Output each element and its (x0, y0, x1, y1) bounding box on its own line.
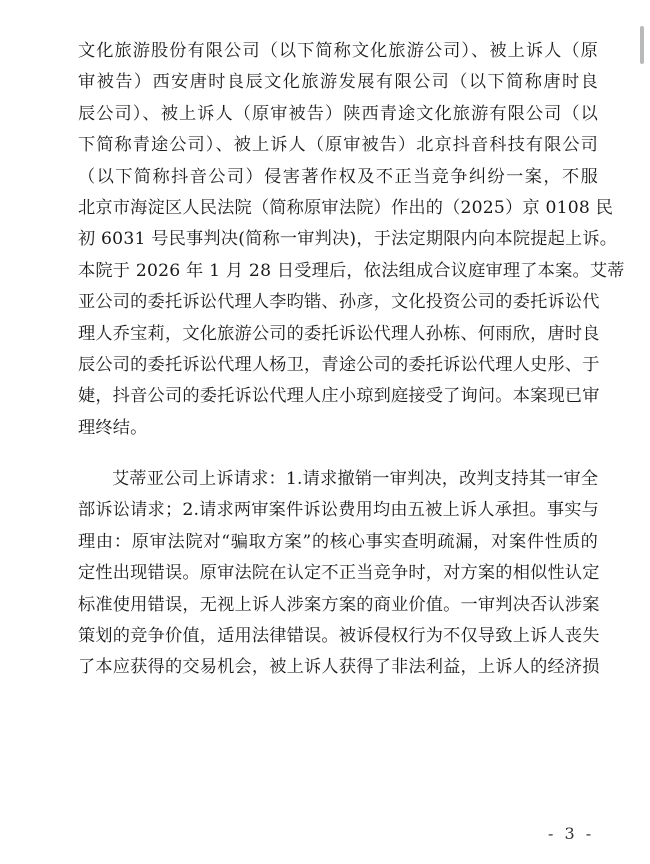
document-body (78, 36, 625, 684)
text-line: 了本应获得的交易机会，被上诉人获得了非法利益，上诉人的经济损 (78, 657, 600, 678)
text-line: 理由：原审法院对“骗取方案”的核心事实查明疏漏，对案件性质的 (78, 531, 598, 552)
paragraph-gap (78, 444, 598, 464)
page-number: - 3 - (548, 824, 595, 843)
text-line: 初 6031 号民事判决(简称一审判决)，于法定期限内向本院提起上诉。 (78, 229, 618, 250)
text-line: 艾蒂亚公司上诉请求：1.请求撤销一审判决，改判支持其一审全 (112, 469, 599, 490)
text-line: （以下简称抖音公司）侵害著作权及不正当竞争纠纷一案，不服 (78, 166, 598, 187)
text-line: 北京市海淀区人民法院（简称原审法院）作出的（2025）京 0108 民 (78, 197, 614, 218)
text-line: 理终结。 (78, 417, 148, 438)
paragraph-parties (78, 36, 625, 444)
text-line: 策划的竞争价值，适用法律错误。被诉侵权行为不仅导致上诉人丧失 (78, 626, 600, 647)
text-line: 文化旅游股份有限公司（以下简称文化旅游公司）、被上诉人（原 (78, 41, 598, 61)
scrollbar-thumb[interactable] (640, 26, 644, 64)
paragraph-appeal-request (78, 464, 598, 684)
text-line: 婕，抖音公司的委托诉讼代理人庄小琼到庭接受了询问。本案现已审 (78, 386, 600, 407)
text-line: 亚公司的委托诉讼代理人李昀锴、孙彦，文化投资公司的委托诉讼代 (78, 292, 600, 313)
text-line: 辰公司的委托诉讼代理人杨卫，青途公司的委托诉讼代理人史彤、于 (78, 354, 600, 375)
text-line: 审被告）西安唐时良辰文化旅游发展有限公司（以下简称唐时良 (78, 72, 598, 93)
text-line: 部诉讼请求；2.请求两审案件诉讼费用均由五被上诉人承担。事实与 (78, 500, 600, 521)
text-line: 标准使用错误，无视上诉人涉案方案的商业价值。一审判决否认涉案 (78, 594, 600, 615)
text-line: 辰公司）、被上诉人（原审被告）陕西青途文化旅游有限公司（以 (78, 103, 598, 124)
text-line: 本院于 2026 年 1 月 28 日受理后，依法组成合议庭审理了本案。艾蒂 (78, 260, 625, 281)
text-line: 理人乔宝莉，文化旅游公司的委托诉讼代理人孙栋、何雨欣，唐时良 (78, 323, 600, 344)
text-line: 下简称青途公司）、被上诉人（原审被告）北京抖音科技有限公司 (78, 135, 598, 156)
text-line: 定性出现错误。原审法院在认定不正当竞争时，对方案的相似性认定 (78, 563, 600, 584)
